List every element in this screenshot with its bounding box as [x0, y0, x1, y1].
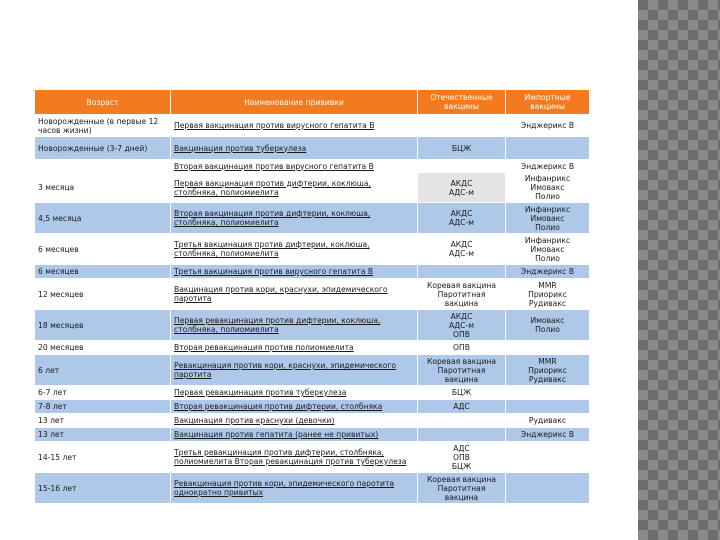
row-domestic-cell	[418, 414, 506, 428]
row-domestic-cell: АДС ОПВ БЦЖ	[418, 442, 506, 473]
row-imported-cell: Инфанрикс Имовакс Полио	[506, 234, 590, 265]
row-domestic-cell: АКДС АДС-м ОПВ	[418, 310, 506, 341]
row-domestic-cell: Коревая вакцина Паротитная вакцина	[418, 473, 506, 504]
row-age-cell: 14-15 лет	[35, 442, 171, 473]
row-vaccination-cell: Ревакцинация против кори, краснухи, эпидемического паротита	[171, 355, 418, 386]
row-vaccination-cell: Вакцинация против туберкулеза	[171, 137, 418, 160]
row-domestic-cell	[418, 265, 506, 279]
row-age-cell: 15-16 лет	[35, 473, 171, 504]
row-domestic-cell: АДС	[418, 400, 506, 414]
row-imported-cell: Инфанрикс Имовакс Полио	[506, 173, 590, 203]
table-row	[35, 386, 590, 400]
row-vaccination-cell: Вакцинация против гепатита (ранее не привитых)	[171, 428, 418, 442]
row-vaccination-cell: Вторая ревакцинация против дифтерии, столбняка	[171, 400, 418, 414]
row-age-cell: Новорожденные (в первые 12 часов жизни)	[35, 115, 171, 137]
row-age-cell	[35, 160, 171, 173]
row-domestic-cell: БЦЖ	[418, 386, 506, 400]
row-vaccination-cell: Первая вакцинация против дифтерии, коклюша, столбняка, полиомиелита	[171, 173, 418, 203]
table-row	[35, 341, 590, 355]
row-vaccination-cell: Первая вакцинация против вирусного гепатита В	[171, 115, 418, 137]
row-age-cell: 13 лет	[35, 414, 171, 428]
row-imported-cell	[506, 442, 590, 473]
row-domestic-cell: АКДС АДС-м	[418, 203, 506, 234]
table-row	[35, 473, 590, 504]
row-age-cell: 6 лет	[35, 355, 171, 386]
row-domestic-cell	[418, 428, 506, 442]
row-vaccination-cell: Вакцинация против кори, краснухи, эпидемического паротита	[171, 279, 418, 310]
table-row	[35, 355, 590, 386]
row-vaccination-cell: Вторая вакцинация против дифтерии, коклюша, столбняка, полиомиелита	[171, 203, 418, 234]
row-imported-cell: MMR Приорикс Рудивакс	[506, 279, 590, 310]
row-imported-cell	[506, 473, 590, 504]
table-row	[35, 265, 590, 279]
row-domestic-cell: Коревая вакцина Паротитная вакцина	[418, 279, 506, 310]
row-domestic-cell	[418, 115, 506, 137]
row-imported-cell	[506, 386, 590, 400]
row-vaccination-cell: Первая ревакцинация против туберкулеза	[171, 386, 418, 400]
vaccination-schedule-table	[34, 89, 590, 504]
row-domestic-cell: АКДС АДС-м	[418, 234, 506, 265]
row-imported-cell: Рудивакс	[506, 414, 590, 428]
row-age-cell: 13 лет	[35, 428, 171, 442]
table-row	[35, 279, 590, 310]
row-imported-cell: MMR Приорикс Рудивакс	[506, 355, 590, 386]
row-domestic-cell: ОПВ	[418, 341, 506, 355]
row-vaccination-cell: Вторая вакцинация против вирусного гепатита В	[171, 160, 418, 173]
table-row	[35, 400, 590, 414]
row-vaccination-cell: Вторая ревакцинация против полиомиелита	[171, 341, 418, 355]
table-row	[35, 160, 590, 173]
table-row	[35, 428, 590, 442]
row-imported-cell: Инфанрикс Имовакс Полио	[506, 203, 590, 234]
row-domestic-cell	[418, 160, 506, 173]
row-imported-cell: Энджерикс В	[506, 115, 590, 137]
row-age-cell: 4,5 месяца	[35, 203, 171, 234]
row-domestic-cell: АКДС АДС-м	[418, 173, 506, 203]
row-vaccination-cell: Третья вакцинация против дифтерии, коклюша, столбняка, полиомиелита	[171, 234, 418, 265]
row-age-cell: 3 месяца	[35, 173, 171, 203]
row-age-cell: 6-7 лет	[35, 386, 171, 400]
row-age-cell: Новорожденные (3-7 дней)	[35, 137, 171, 160]
table-header-row	[35, 90, 590, 115]
row-age-cell: 18 месяцев	[35, 310, 171, 341]
row-age-cell: 20 месяцев	[35, 341, 171, 355]
table-row	[35, 203, 590, 234]
table-row	[35, 173, 590, 203]
row-age-cell: 6 месяцев	[35, 234, 171, 265]
row-domestic-cell: Коревая вакцина Паротитная вакцина	[418, 355, 506, 386]
row-imported-cell	[506, 400, 590, 414]
table-row	[35, 414, 590, 428]
row-vaccination-cell: Третья вакцинация против вирусного гепатита В	[171, 265, 418, 279]
table-body	[35, 115, 590, 504]
header-domestic-vaccines: Отечественные вакцины	[418, 90, 506, 115]
row-imported-cell: Энджерикс В	[506, 428, 590, 442]
row-imported-cell	[506, 341, 590, 355]
header-age: Возраст	[35, 90, 171, 115]
row-domestic-cell: БЦЖ	[418, 137, 506, 160]
row-vaccination-cell: Ревакцинация против кори, эпидемического паротита однократно привитых	[171, 473, 418, 504]
row-age-cell: 6 месяцев	[35, 265, 171, 279]
row-vaccination-cell: Первая ревакцинация против дифтерии, коклюша, столбняка, полиомиелита	[171, 310, 418, 341]
header-vaccination: Наименование прививки	[171, 90, 418, 115]
table-row	[35, 310, 590, 341]
row-imported-cell: Энджерикс В	[506, 160, 590, 173]
row-imported-cell: Энджерикс В	[506, 265, 590, 279]
header-imported-vaccines: Импортные вакцины	[506, 90, 590, 115]
table-row	[35, 234, 590, 265]
row-imported-cell: Имовакс Полио	[506, 310, 590, 341]
table-row	[35, 115, 590, 137]
row-vaccination-cell: Вакцинация против краснухи (девочки)	[171, 414, 418, 428]
decorative-pattern-strip	[638, 0, 720, 540]
table-row	[35, 442, 590, 473]
row-vaccination-cell: Третья ревакцинация против дифтерии, столбняка, полиомиелита Вторая ревакцинация против туберкулеза	[171, 442, 418, 473]
table-row	[35, 137, 590, 160]
row-age-cell: 12 месяцев	[35, 279, 171, 310]
row-imported-cell	[506, 137, 590, 160]
row-age-cell: 7-8 лет	[35, 400, 171, 414]
